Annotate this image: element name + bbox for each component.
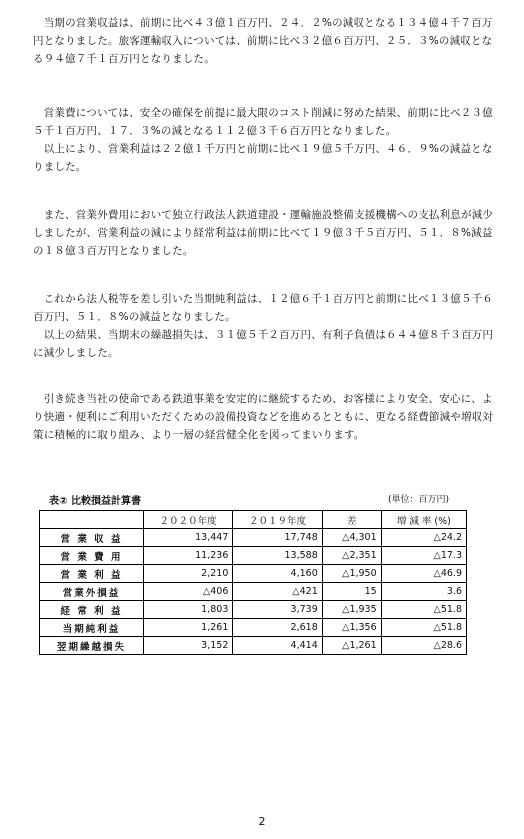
header-cell: ２０１９年度 [233, 511, 322, 529]
table-title: 表② 比較損益計算書 [49, 496, 141, 507]
value-rate: △17.3 [381, 547, 466, 565]
row-label: 当期純利益 [40, 619, 144, 637]
value-2020: 2,210 [144, 565, 233, 583]
comparative-income-statement-table [39, 510, 467, 655]
row-label: 経 常 利 益 [40, 601, 144, 619]
paragraph-operating-revenue: 当期の営業収益は、前期に比べ４３億１百万円、２４．２%の減収となる１３４億４千７百万円となりました。旅客運輸収入については、前期に比べ３２億６百万円、２５．３%の減収となる９４億７千１百万円となりました。 [33, 17, 493, 65]
value-2020: 1,803 [144, 601, 233, 619]
value-diff: △2,351 [322, 547, 381, 565]
value-rate: 3.6 [381, 583, 466, 601]
value-2019: 4,160 [233, 565, 322, 583]
table-body [40, 529, 467, 655]
header-cell: 差 [322, 511, 381, 529]
table-row [40, 583, 467, 601]
paragraph-outlook: 引き続き当社の使命である鉄道事業を安定的に継続するため、お客様により安全、安心に、より快適・便利にご利用いただくための設備投資などを進めるとともに、更なる経費節減や増収対策に積極的に取り組み、より一層の経営健全化を図ってまいります。 [33, 393, 494, 441]
table-row [40, 529, 467, 547]
value-2020: 3,152 [144, 637, 233, 655]
value-2019: 4,414 [233, 637, 322, 655]
header-cell: ２０２０年度 [144, 511, 233, 529]
value-rate: △51.8 [381, 601, 466, 619]
table-header-row [40, 511, 467, 529]
value-diff: △4,301 [322, 529, 381, 547]
row-label: 翌期繰越損失 [40, 637, 144, 655]
value-2020: 13,447 [144, 529, 233, 547]
page-number: 2 [258, 815, 266, 828]
value-diff: △1,935 [322, 601, 381, 619]
paragraph-net-income: これから法人税等を差し引いた当期純利益は、１２億６千１百万円と前期に比べ１３億５千６百万円、５１．８%の減益となりました。 以上の結果、当期末の繰越損失は、３１億５千２百万円、有利子負債は６４４億８千３百万円に減少しました。 [33, 293, 494, 359]
header-cell [40, 511, 144, 529]
header-cell: 増 減 率 (%) [381, 511, 466, 529]
value-rate: △24.2 [381, 529, 466, 547]
paragraph-operating-expenses: 営業費については、安全の確保を前提に最大限のコスト削減に努めた結果、前期に比べ２３億５千１百万円、１７．３%の減となる１１２億３千６百万円となりました。 以上により、営業利益は２２億１千万円と前期に比べ１９億５千万円、４６．９%の減益となりました。 [33, 107, 493, 173]
value-2019: △421 [233, 583, 322, 601]
value-2019: 2,618 [233, 619, 322, 637]
value-rate: △46.9 [381, 565, 466, 583]
table-row [40, 619, 467, 637]
value-diff: △1,261 [322, 637, 381, 655]
value-diff: △1,356 [322, 619, 381, 637]
paragraph-ordinary-profit: また、営業外費用において独立行政法人鉄道建設・運輸施設整備支援機構への支払利息が減少しましたが、営業利益の減により経常利益は前期に比べて１９億３千５百万円、５１．８%減益の１８億３百万円となりました。 [33, 209, 494, 257]
row-label: 営 業 費 用 [40, 547, 144, 565]
row-label: 営業外損益 [40, 583, 144, 601]
table-unit: (単位：百万円) [388, 495, 450, 505]
table-row [40, 601, 467, 619]
value-diff: △1,950 [322, 565, 381, 583]
value-2020: 11,236 [144, 547, 233, 565]
row-label: 営 業 収 益 [40, 529, 144, 547]
value-diff: 15 [322, 583, 381, 601]
value-rate: △28.6 [381, 637, 466, 655]
value-2019: 3,739 [233, 601, 322, 619]
value-2019: 17,748 [233, 529, 322, 547]
table-row [40, 637, 467, 655]
value-2019: 13,588 [233, 547, 322, 565]
row-label: 営 業 利 益 [40, 565, 144, 583]
value-2020: 1,261 [144, 619, 233, 637]
value-rate: △51.8 [381, 619, 466, 637]
value-2020: △406 [144, 583, 233, 601]
table-row [40, 547, 467, 565]
table-row [40, 565, 467, 583]
